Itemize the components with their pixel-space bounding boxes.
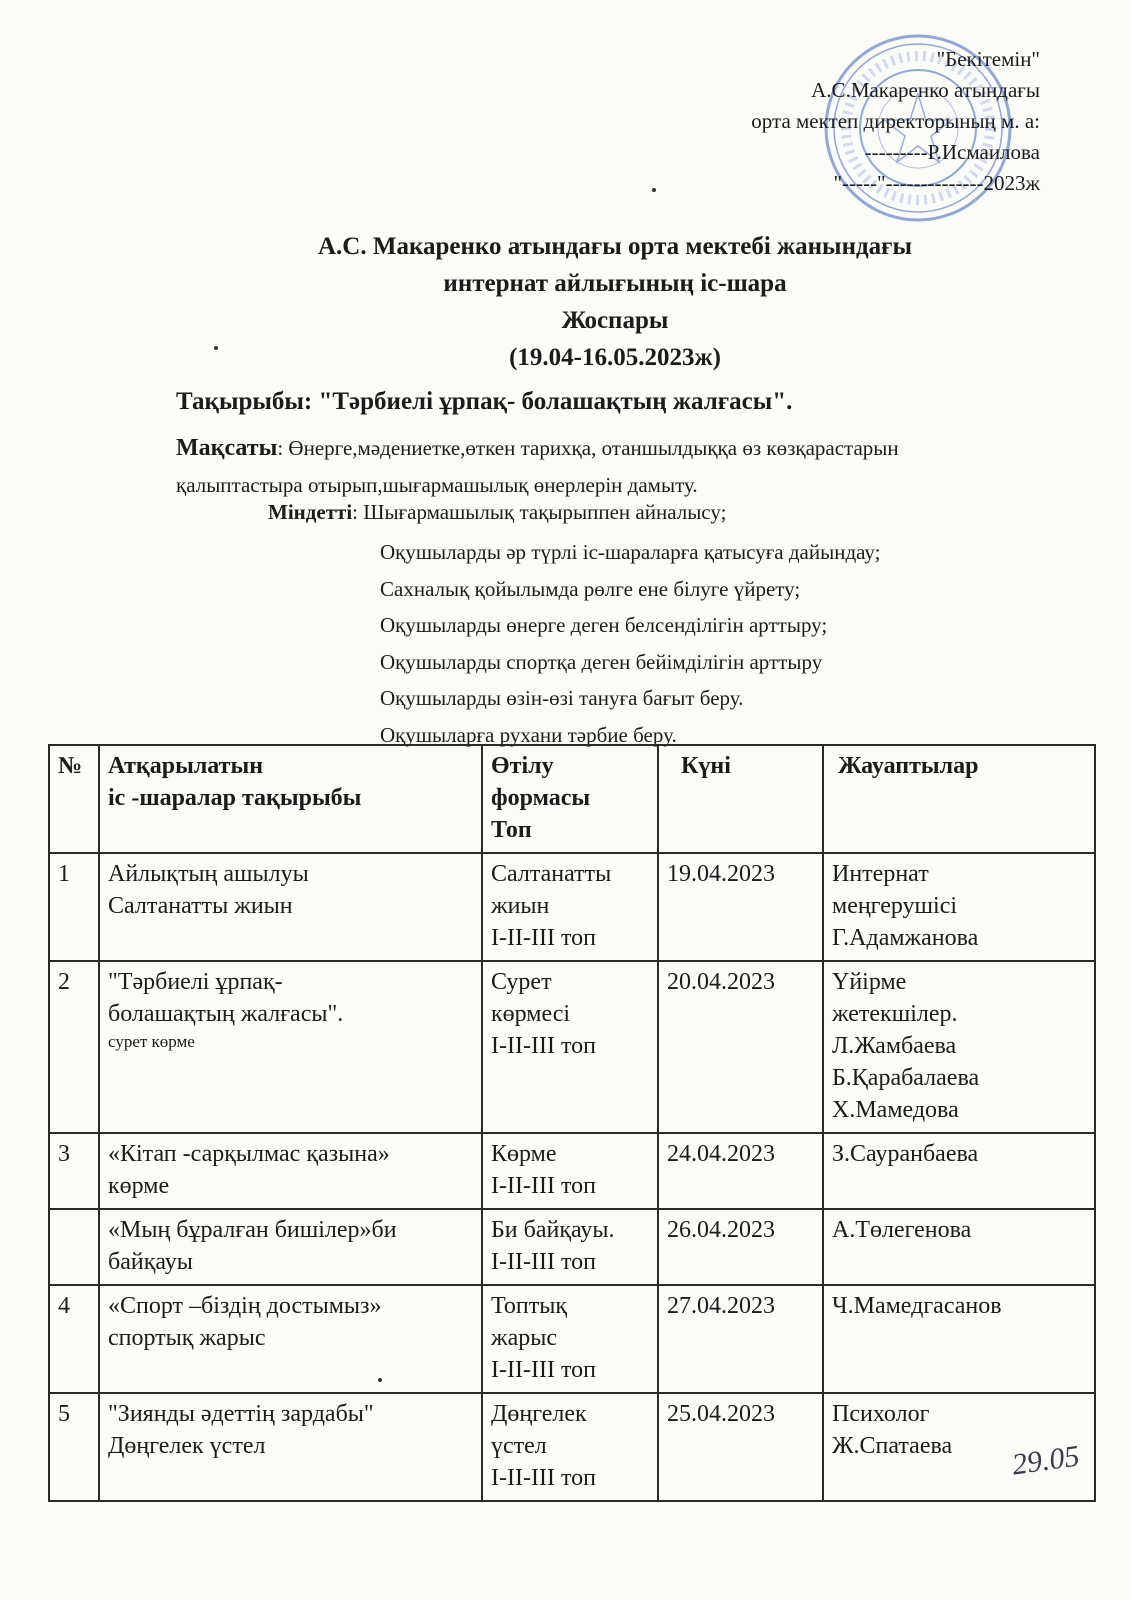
row-responsible-line: жетекшілер. xyxy=(832,1001,958,1027)
row-topic-note: сурет көрме xyxy=(108,1032,195,1051)
row-form-line: Салтанатты xyxy=(491,861,612,887)
table-row xyxy=(49,1285,1095,1393)
row-responsible xyxy=(823,961,1095,1133)
row-date: 27.04.2023 xyxy=(658,1285,823,1393)
header-form-line: Топ xyxy=(491,817,532,843)
goal-text: : Өнерге,мәдениетке,өткен тарихқа, отаншылдыққа өз көзқарастарын қалыптастыра отырып,шығармашылық өнерлерін дамыту. xyxy=(176,436,899,497)
title-line: Жоспары xyxy=(561,307,669,334)
table-row xyxy=(49,1393,1095,1501)
row-form xyxy=(482,1209,658,1285)
title-line: интернат айлығының іс-шара xyxy=(443,270,787,297)
row-responsible-line: Б.Қарабалаева xyxy=(832,1065,980,1091)
row-form-line: Би байқауы. xyxy=(491,1217,615,1243)
row-topic xyxy=(99,1133,482,1209)
row-topic xyxy=(99,961,482,1133)
tasks-heading xyxy=(268,500,726,525)
row-form-line: жиын xyxy=(491,893,550,919)
approval-date-line: "-----"--------------2023ж xyxy=(833,171,1040,195)
table-header-row xyxy=(49,745,1095,853)
row-num: 2 xyxy=(49,961,99,1133)
goal xyxy=(176,430,1016,504)
row-form-line: І-ІІ-ІІІ топ xyxy=(491,925,596,951)
table-row xyxy=(49,853,1095,961)
task-item: : Шығармашылық тақырыппен айналысу; xyxy=(352,500,727,524)
row-num: 4 xyxy=(49,1285,99,1393)
row-form-line: І-ІІ-ІІІ топ xyxy=(491,1357,596,1383)
goal-label: Мақсаты xyxy=(176,435,278,461)
row-responsible-line: Г.Адамжанова xyxy=(832,925,979,951)
row-topic xyxy=(99,1285,482,1393)
row-date: 25.04.2023 xyxy=(658,1393,823,1501)
row-num: 1 xyxy=(49,853,99,961)
row-form xyxy=(482,853,658,961)
row-topic-line: «Спорт –біздің достымыз» xyxy=(108,1293,382,1319)
row-form-line: жарыс xyxy=(491,1325,558,1351)
row-form-line: үстел xyxy=(491,1433,547,1459)
task-item: Оқушыларға рухани тәрбие беру. xyxy=(380,722,677,747)
events-table xyxy=(48,744,1096,1502)
header-date: Күні xyxy=(658,745,823,853)
row-num: 5 xyxy=(49,1393,99,1501)
approval-line: А.С.Макаренко атындағы xyxy=(811,78,1040,102)
header-topic-line: Атқарылатын xyxy=(108,753,264,779)
header-resp: Жауаптылар xyxy=(823,745,1095,853)
title-line: А.С. Макаренко атындағы орта мектебі жанындағы xyxy=(317,233,913,260)
header-num: № xyxy=(49,745,99,853)
document-title xyxy=(0,228,1130,376)
row-responsible-line: Психолог xyxy=(832,1401,930,1427)
row-responsible-line: Ж.Спатаева xyxy=(832,1433,953,1459)
row-num: 3 xyxy=(49,1133,99,1209)
row-form-line: І-ІІ-ІІІ топ xyxy=(491,1173,596,1199)
row-topic-line: Салтанатты жиын xyxy=(108,893,293,919)
header-form-line: Өтілу xyxy=(491,753,554,779)
scan-speck xyxy=(214,346,218,350)
task-item: Оқушыларды өнерге деген белсенділігін арттыру; xyxy=(380,613,828,637)
row-topic xyxy=(99,1393,482,1501)
approval-line: орта мектеп директорының м. а: xyxy=(751,109,1040,133)
header-topic-line: іс -шаралар тақырыбы xyxy=(108,785,362,811)
row-form-line: І-ІІ-ІІІ топ xyxy=(491,1033,596,1059)
row-form xyxy=(482,1393,658,1501)
task-item: Оқушыларды өзін-өзі тануға бағыт беру. xyxy=(380,686,744,710)
row-responsible xyxy=(823,853,1095,961)
row-topic-line: Дөңгелек үстел xyxy=(108,1433,266,1459)
row-topic xyxy=(99,1209,482,1285)
row-responsible-line: А.Төлегенова xyxy=(832,1217,972,1243)
table-row xyxy=(49,961,1095,1133)
row-form-line: Сурет xyxy=(491,969,552,995)
task-item: Оқушыларды әр түрлі іс-шараларға қатысуға дайындау; xyxy=(380,540,881,564)
row-topic-line: байқауы xyxy=(108,1249,193,1275)
scan-speck xyxy=(378,1378,382,1382)
row-form-line: Топтық xyxy=(491,1293,567,1319)
row-date: 19.04.2023 xyxy=(658,853,823,961)
row-topic xyxy=(99,853,482,961)
row-responsible-line: Х.Мамедова xyxy=(832,1097,959,1123)
title-date-range: (19.04-16.05.2023ж) xyxy=(509,344,721,371)
row-topic-line: Айлықтың ашылуы xyxy=(108,861,309,887)
header-form xyxy=(482,745,658,853)
header-form-line: формасы xyxy=(491,785,591,811)
approval-line: "Бекітемін" xyxy=(936,47,1040,71)
row-form-line: І-ІІ-ІІІ топ xyxy=(491,1465,596,1491)
row-form xyxy=(482,961,658,1133)
row-topic-line: көрме xyxy=(108,1173,170,1199)
row-topic-line: «Кітап -сарқылмас қазына» xyxy=(108,1141,390,1167)
task-item: Сахналық қойылымда рөлге ене білуге үйрету; xyxy=(380,576,801,601)
header-topic xyxy=(99,745,482,853)
row-responsible-line: меңгерушісі xyxy=(832,893,958,919)
row-topic-line: "Зиянды әдеттің зардабы" xyxy=(108,1401,374,1427)
scan-speck xyxy=(652,188,656,192)
approval-block xyxy=(600,44,1040,199)
topic: Тақырыбы: "Тәрбиелі ұрпақ- болашақтың жалғасы". xyxy=(176,388,793,415)
row-responsible-line: Ч.Мамедгасанов xyxy=(832,1293,1002,1319)
row-responsible xyxy=(823,1209,1095,1285)
tasks-label: Міндетті xyxy=(268,500,353,524)
row-form-line: көрмесі xyxy=(491,1001,571,1027)
tasks-list xyxy=(380,534,1020,753)
row-responsible-line: З.Сауранбаева xyxy=(832,1141,979,1167)
row-responsible xyxy=(823,1133,1095,1209)
handwritten-note: 29.05 xyxy=(1009,1439,1082,1482)
row-responsible-line: Л.Жамбаева xyxy=(832,1033,957,1059)
row-topic-line: «Мың бұралған бишілер»би xyxy=(108,1217,397,1243)
row-num xyxy=(49,1209,99,1285)
row-date: 24.04.2023 xyxy=(658,1133,823,1209)
row-topic-line: спортық жарыс xyxy=(108,1325,266,1351)
row-form-line: Дөңгелек xyxy=(491,1401,587,1427)
row-form-line: І-ІІ-ІІІ топ xyxy=(491,1249,596,1275)
row-topic-line: "Тәрбиелі ұрпақ- xyxy=(108,969,283,995)
row-responsible-line: Интернат xyxy=(832,861,929,887)
table-row xyxy=(49,1133,1095,1209)
row-topic-line: болашақтың жалғасы". xyxy=(108,1001,344,1027)
row-responsible xyxy=(823,1285,1095,1393)
table-row xyxy=(49,1209,1095,1285)
approval-signature-line: ---------Р.Исмаилова xyxy=(864,140,1040,164)
row-date: 20.04.2023 xyxy=(658,961,823,1133)
row-responsible-line: Үйірме xyxy=(832,969,907,995)
row-date: 26.04.2023 xyxy=(658,1209,823,1285)
row-form xyxy=(482,1285,658,1393)
row-form xyxy=(482,1133,658,1209)
task-item: Оқушыларды спортқа деген бейімділігін арттыру xyxy=(380,649,823,674)
row-form-line: Көрме xyxy=(491,1141,557,1167)
